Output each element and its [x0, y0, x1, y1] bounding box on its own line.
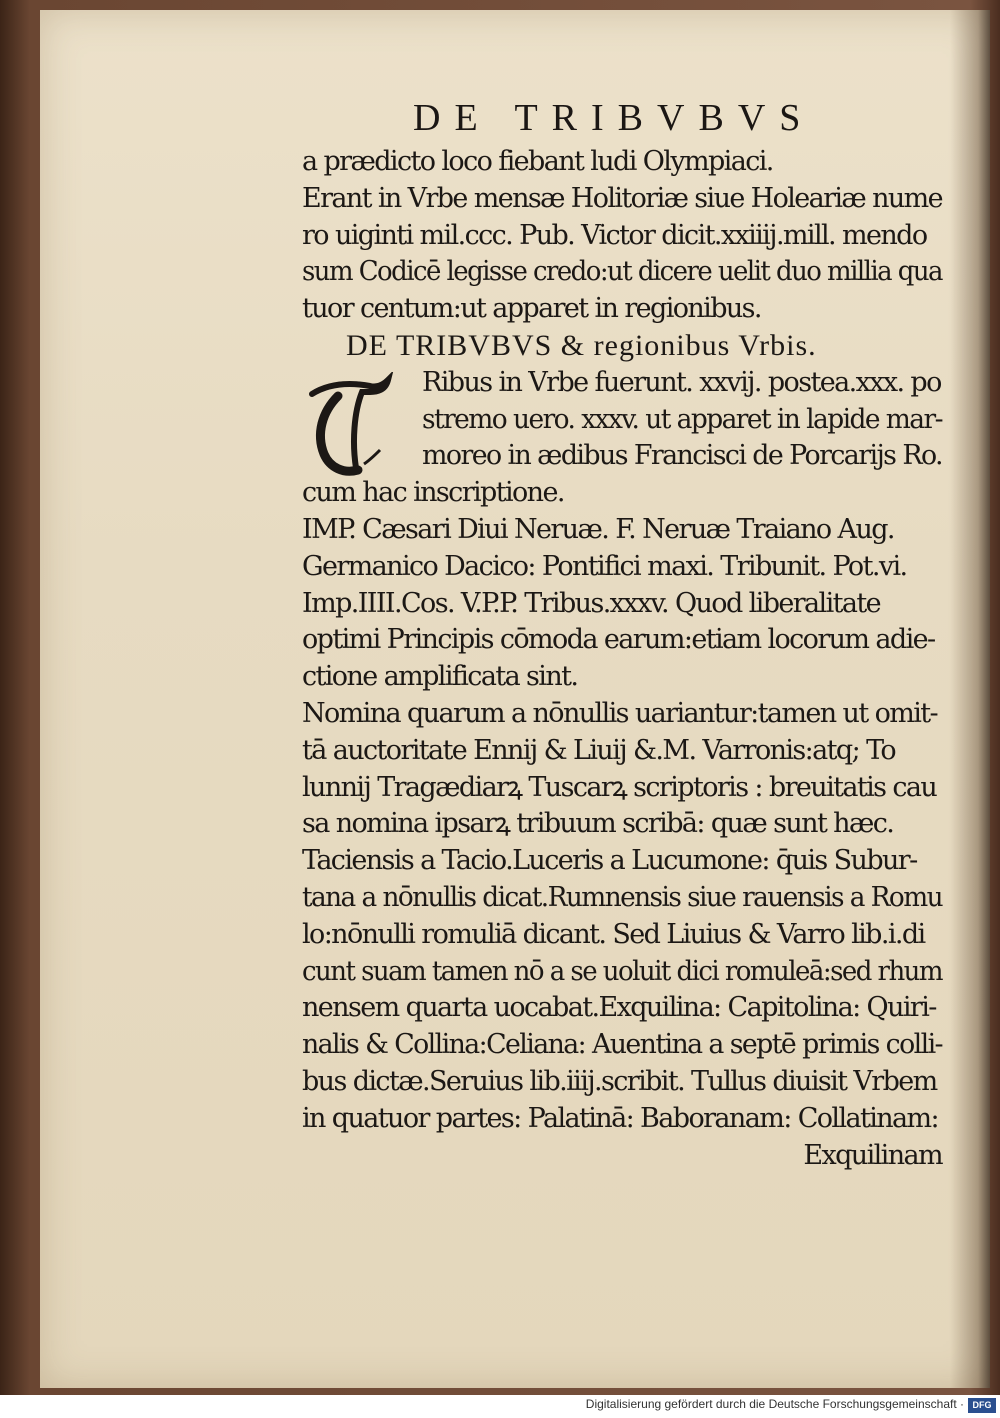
text-line: sum Codicē legisse credo:ut dicere uelit duo millia qua: [302, 256, 942, 288]
catchword: Exquilinam: [803, 1139, 942, 1171]
text-line: a prædicto loco fiebant ludi Olympiaci.: [302, 146, 773, 177]
text-line: tana a nōnullis dicat.Rumnensis siue rauensis a Romu: [302, 881, 943, 913]
text-line: Nomina quarum a nōnullis uariantur:tamen ut omit-: [302, 697, 938, 729]
text-line: Ribus in Vrbe fuerunt. xxvij. postea.xxx. po: [422, 366, 941, 398]
text-line: nalis & Collina:Celiana: Auentina a septē primis colli-: [302, 1029, 943, 1061]
text-line: optimi Principis cōmoda earum:etiam locorum adie-: [302, 624, 935, 656]
text-line: Imp.IIII.Cos. V.P.P. Tribus.xxxv. Quod liberalitate: [302, 587, 881, 619]
footer-credit: Digitalisierung gefördert durch die Deutsche Forschungsgemeinschaft ·: [585, 1397, 964, 1411]
text-line: ctione amplificata sint.: [302, 661, 578, 693]
page-gutter-shadow: [950, 10, 990, 1388]
text-line: cunt suam tamen nō a se uoluit dici romuleā:sed rhum: [302, 955, 942, 987]
text-line: lunnij Tragædiarꝝ Tuscarꝝ scriptoris : breuitatis cau: [302, 771, 937, 803]
text-line: cum hac inscriptione.: [302, 477, 564, 509]
text-line: Germanico Dacico: Pontifici maxi. Tribunit. Pot.vi.: [302, 550, 907, 582]
text-line: tuor centum:ut apparet in regionibus.: [302, 293, 761, 325]
text-line: sa nomina ipsarꝝ tribuum scribā: quæ sunt hæc.: [302, 808, 894, 840]
text-line: Erant in Vrbe mensæ Holitoriæ siue Holeariæ nume: [302, 182, 942, 214]
text-line: in quatuor partes: Palatinā: Baboranam: Collatinam:: [302, 1102, 939, 1134]
main-text-block: [302, 144, 942, 1174]
text-line: Taciensis a Tacio.Luceris a Lucumone: q̄uis Subur-: [302, 845, 917, 877]
text-line: tā auctoritate Ennij & Liuij &.M. Varronis:atq; To: [302, 734, 896, 766]
text-line: ro uiginti mil.ccc. Pub. Victor dicit.xxiiij.mill. mendo: [302, 219, 927, 251]
text-line: lo:nōnulli romuliā dicant. Sed Liuius & Varro lib.i.di: [302, 918, 925, 950]
text-line: bus dictæ.Seruius lib.iiij.scribit. Tullus diuisit Vrbem: [302, 1065, 937, 1097]
section-heading: DE TRIBVBVS & regionibus Vrbis.: [346, 328, 817, 362]
text-line: moreo in ædibus Francisci de Porcarijs Ro.: [422, 440, 943, 472]
text-line: nensem quarta uocabat.Exquilina: Capitolina: Quiri-: [302, 992, 936, 1024]
text-line: stremo uero. xxxv. ut apparet in lapide mar-: [422, 403, 942, 435]
running-head: DE TRIBVBVS: [413, 97, 815, 139]
text-line: IMP. Cæsari Diui Neruæ. F. Neruæ Traiano Aug.: [302, 513, 894, 545]
digitization-footer: [0, 1395, 1000, 1418]
dfg-logo-icon: DFG: [968, 1398, 996, 1413]
